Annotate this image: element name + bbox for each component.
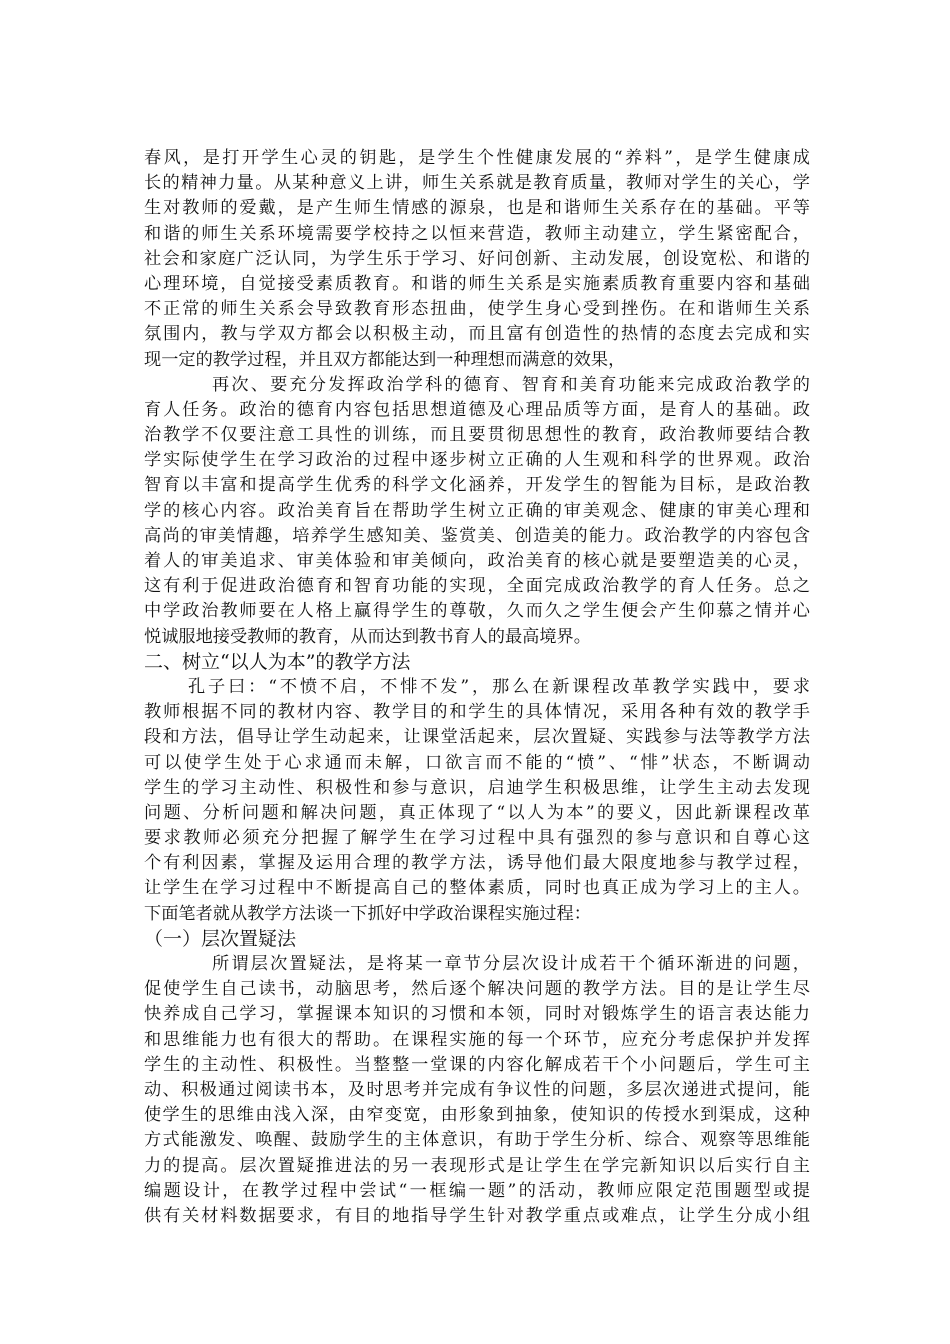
text-line: 学实际使学生在学习政治的过程中逐步树立正确的人生观和科学的世界观。政治 (144, 450, 810, 471)
text-line: 氛围内，教与学双方都会以积极主动，而且富有创造性的热情的态度去完成和实 (144, 324, 810, 345)
text-line: 悦诚服地接受教师的教育，从而达到教书育人的最高境界。 (144, 626, 591, 647)
text-line: 治教学不仅要注意工具性的训练，而且要贯彻思想性的教育，政治教师要结合教 (144, 425, 810, 446)
text-line: 育人任务。政治的德育内容包括思想道德及心理品质等方面，是育人的基础。政 (144, 399, 810, 420)
text-line: 这有利于促进政治德育和智育功能的实现，全面完成政治教学的育人任务。总之 (144, 576, 810, 597)
text-line: 长的精神力量。从某种意义上讲，师生关系就是教育质量，教师对学生的关心，学 (144, 173, 810, 194)
text-line: 下面笔者就从教学方法谈一下抓好中学政治课程实施过程： (144, 903, 591, 924)
text-line: 学生的主动性、积极性。当整整一堂课的内容化解成若干个小问题后，学生可主 (144, 1054, 810, 1075)
text-line: 快养成自己学习，掌握课本知识的习惯和本领，同时对锻炼学生的语言表达能力 (144, 1004, 810, 1025)
text-line: 使学生的思维由浅入深，由窄变宽，由形象到抽象，使知识的传授水到渠成，这种 (144, 1105, 810, 1126)
text-line: 动、积极通过阅读书本，及时思考并完成有争议性的问题，多层次递进式提问，能 (144, 1079, 810, 1100)
paragraph-first-line: 再次、要充分发挥政治学科的德育、智育和美育功能来完成政治教学的 (212, 374, 810, 395)
text-line: 个有利因素，掌握及运用合理的教学方法，诱导他们最大限度地参与教学过程， (144, 853, 810, 874)
text-line: 力的提高。层次置疑推进法的另一表现形式是让学生在学完新知识以后实行自主 (144, 1155, 810, 1176)
text-line: 促使学生自己读书，动脑思考，然后逐个解决问题的教学方法。目的是让学生尽 (144, 979, 810, 1000)
text-line: 编题设计，在教学过程中尝试“一框编一题”的活动，教师应限定范围题型或提 (144, 1180, 810, 1201)
text-line: 问题、分析问题和解决问题，真正体现了“以人为本”的要义，因此新课程改革 (144, 802, 810, 823)
paragraph-first-line: 所谓层次置疑法，是将某一章节分层次设计成若干个循环渐进的问题， (212, 954, 810, 974)
text-line: 让学生在学习过程中不断提高自己的整体素质，同时也真正成为学习上的主人。 (144, 878, 810, 899)
text-line: 现一定的教学过程，并且双方都能达到一种理想而满意的效果， (144, 349, 626, 370)
text-line: 要求教师必须充分把握了解学生在学习过程中具有强烈的参与意识和自尊心这 (144, 828, 810, 849)
text-line: 和谐的师生关系环境需要学校持之以恒来营造，教师主动建立，学生紧密配合， (144, 223, 810, 244)
text-line: 高尚的审美情趣，培养学生感知美、鉴赏美、创造美的能力。政治教学的内容包含 (144, 525, 810, 546)
text-line: 段和方法，倡导让学生动起来，让课堂活起来，层次置疑、实践参与法等教学方法 (144, 727, 810, 748)
section-heading: 二、树立“以人为本”的教学方法 (144, 650, 411, 673)
text-line: 中学政治教师要在人格上赢得学生的尊敬，久而久之学生便会产生仰慕之情并心 (144, 601, 810, 622)
subsection-heading: （一）层次置疑法 (144, 927, 297, 950)
text-line: 和思维能力也有很大的帮助。在课程实施的每一个环节，应充分考虑保护并发挥 (144, 1029, 810, 1050)
paragraph-first-line: 孔子曰：“不愤不启，不悱不发”，那么在新课程改革教学实践中，要求 (188, 676, 810, 697)
text-line: 心理环境，自觉接受素质教育。和谐的师生关系是实施素质教育重要内容和基础 (144, 273, 810, 294)
text-line: 智育以丰富和提高学生优秀的科学文化涵养，开发学生的智能为目标，是政治教 (144, 475, 810, 496)
text-line: 学生的学习主动性、积极性和参与意识，启迪学生积极思维，让学生主动去发现 (144, 777, 810, 798)
text-line: 供有关材料数据要求，有目的地指导学生针对教学重点或难点，让学生分成小组 (144, 1205, 810, 1226)
text-line: 春风，是打开学生心灵的钥匙，是学生个性健康发展的“养料”，是学生健康成 (144, 148, 810, 168)
text-line: 学的核心内容。政治美育旨在帮助学生树立正确的审美观念、健康的审美心理和 (144, 500, 810, 521)
text-line: 着人的审美追求、审美体验和审美倾向，政治美育的核心就是要塑造美的心灵， (144, 551, 810, 571)
text-line: 方式能激发、唤醒、鼓励学生的主体意识，有助于学生分析、综合、观察等思维能 (144, 1130, 810, 1151)
text-line: 教师根据不同的教材内容、教学目的和学生的具体情况，采用各种有效的教学手 (144, 702, 810, 723)
text-line: 不正常的师生关系会导致教育形态扭曲，使学生身心受到挫伤。在和谐师生关系 (144, 299, 810, 320)
text-line: 社会和家庭广泛认同，为学生乐于学习、好问创新、主动发展，创设宽松、和谐的 (144, 248, 810, 269)
text-line: 生对教师的爱戴，是产生师生情感的源泉，也是和谐师生关系存在的基础。平等 (144, 198, 810, 219)
document-page (144, 146, 810, 1229)
text-line: 可以使学生处于心求通而未解，口欲言而不能的“愤”、“悱”状态，不断调动 (144, 752, 810, 773)
